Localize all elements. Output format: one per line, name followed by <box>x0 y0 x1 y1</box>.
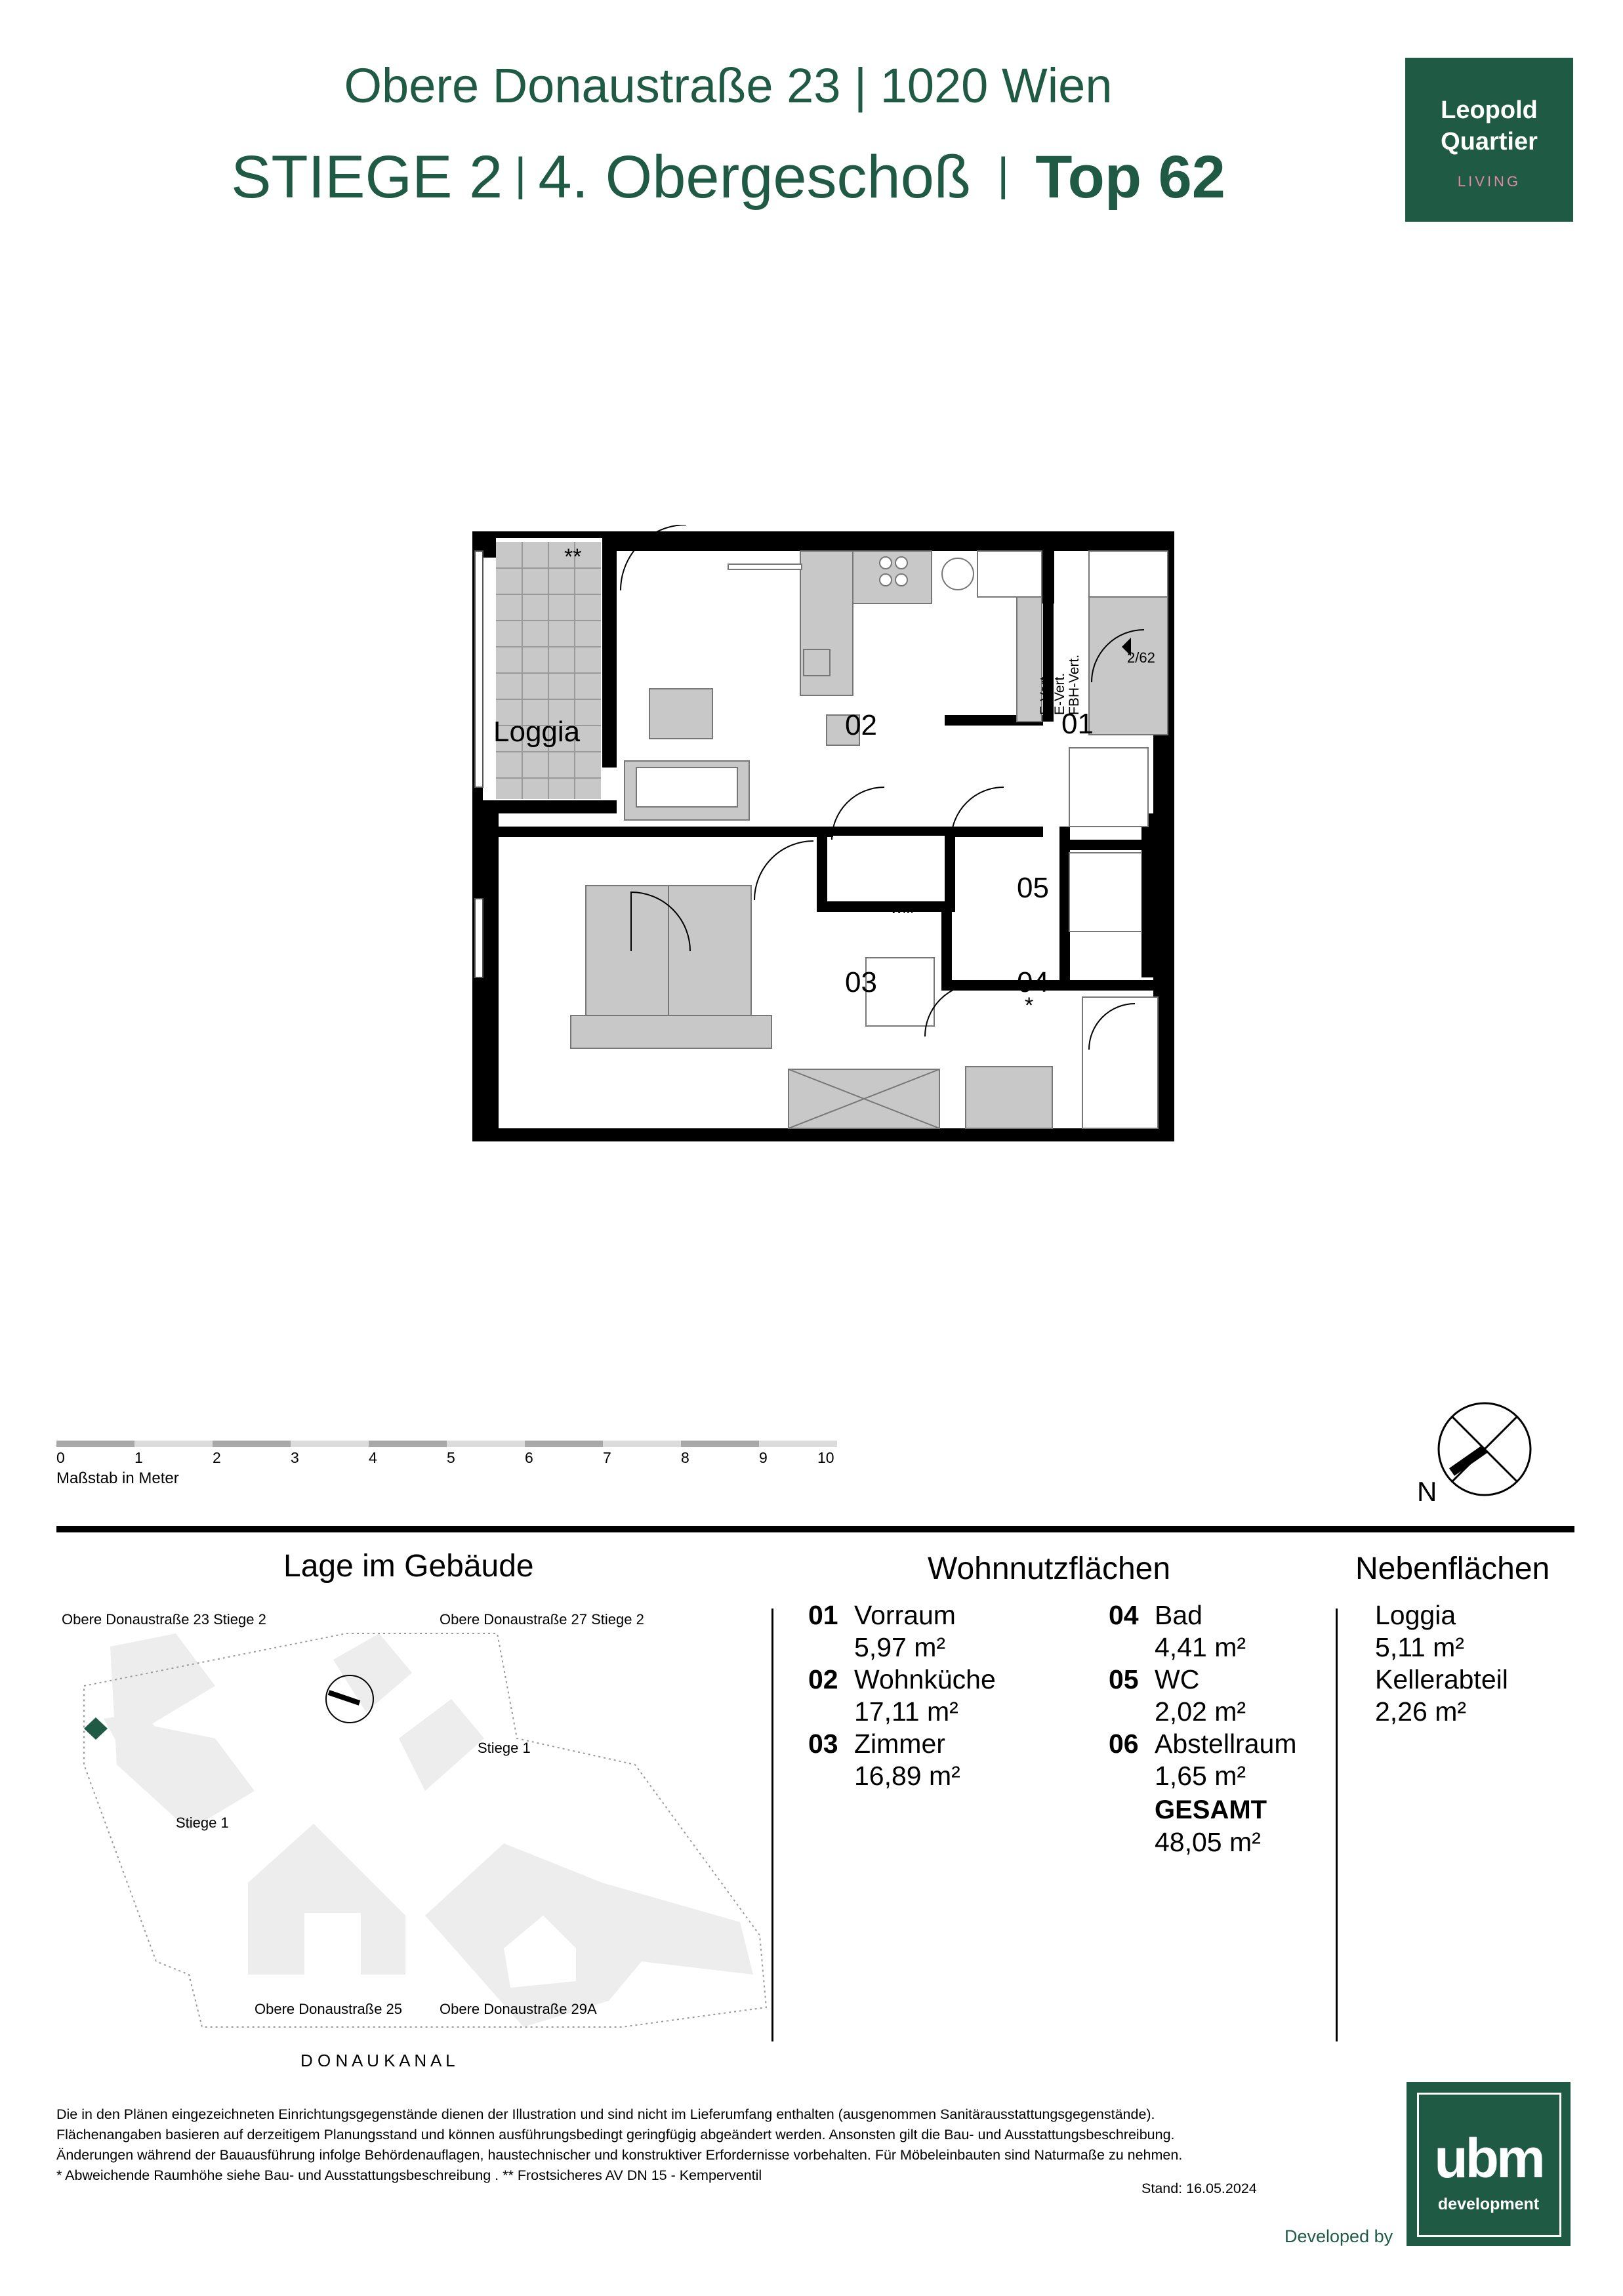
scale-segment <box>447 1441 525 1447</box>
label-od25: Obere Donaustraße 25 <box>255 2001 403 2017</box>
floor-label: 4. Obergeschoß <box>538 144 972 211</box>
scale-segment <box>134 1441 213 1447</box>
label-canal: D O N A U K A N A L <box>300 2051 455 2066</box>
scale-segment <box>369 1441 447 1447</box>
address-title: Obere Donaustraße 23 | 1020 Wien <box>344 58 1113 113</box>
room-entry: 06 Abstellraum 1,65 m² <box>1109 1729 1297 1791</box>
total-area: GESAMT 48,05 m² <box>1155 1795 1267 1857</box>
room-04-label: 04 <box>1017 966 1049 998</box>
room-entry: 05 WC 2,02 m² <box>1109 1664 1246 1727</box>
room-entry: 03 Zimmer 16,89 m² <box>808 1729 960 1791</box>
shaft-label-2: E-Vert. <box>1052 672 1067 715</box>
logo-line2: Quartier <box>1441 128 1538 155</box>
scale-tick-label: 8 <box>681 1449 689 1466</box>
entrance-label: 2/62 <box>1127 649 1155 666</box>
label-stiege1-left: Stiege 1 <box>176 1814 229 1831</box>
label-od23: Obere Donaustraße 23 Stiege 2 <box>62 1611 266 1628</box>
unit-location-marker <box>84 1717 108 1740</box>
room-entry: 01 Vorraum 5,97 m² <box>808 1600 956 1662</box>
side-area-entry: Loggia 5,11 m² <box>1375 1600 1464 1662</box>
separator: | <box>997 148 1010 199</box>
ubm-logo-text: ubm <box>1434 2127 1543 2189</box>
section-divider <box>56 1526 1574 1532</box>
label-od29: Obere Donaustraße 29A <box>440 2001 597 2017</box>
scale-tick-label: 5 <box>447 1449 455 1466</box>
column-divider <box>1336 1609 1338 2041</box>
room-03-label: 03 <box>845 966 877 998</box>
scale-segment <box>213 1441 291 1447</box>
stand-date: Stand: 16.05.2024 <box>1141 2181 1257 2196</box>
loggia-window <box>475 551 483 787</box>
scale-tick-label: 6 <box>525 1449 533 1466</box>
neben-title: Nebenflächen <box>1355 1551 1550 1586</box>
developed-by: Developed by <box>1284 2226 1393 2246</box>
column-divider <box>771 1609 773 2041</box>
loggia-floor <box>496 542 601 799</box>
north-label: N <box>1417 1476 1437 1507</box>
top-number: Top 62 <box>1035 144 1225 211</box>
loggia-note: ** <box>564 544 582 569</box>
logo-line3: LIVING <box>1457 173 1521 190</box>
ubm-logo-sub: development <box>1437 2195 1540 2213</box>
room-02-label: 02 <box>845 709 877 741</box>
location-map <box>58 1607 779 2066</box>
room-entry: 04 Bad 4,41 m² <box>1109 1600 1246 1662</box>
room-01-label: 01 <box>1061 708 1094 740</box>
unit-title <box>0 143 1456 212</box>
logo-line1: Leopold <box>1441 96 1538 124</box>
ubm-logo <box>1407 2082 1571 2246</box>
room-entry: 02 Wohnküche 17,11 m² <box>808 1664 996 1727</box>
wm-label: WM <box>890 902 914 916</box>
room-05-label: 05 <box>1017 872 1049 904</box>
disclaimer: Die in den Plänen eingezeichneten Einrichtungsgegenstände dienen der Illustration und sind nicht im Lieferumfang enthalten (ausgenommen Sanitärausstattungsgegenstände). Flächenangaben basieren auf derzeitigem Planungsstand und können ausführungsbedingt geringfügig abgeändert werden. Ansonsten gilt die Bau- und Ausstattungsbeschreibung. Änderungen während der Bauausführung infolge Behördenauflagen, haustechnischer und konstruktiver Erfordernisse vorbehalten. Für Möbeleinbauten sind Naturmaße zu nehmen. * Abweichende Raumhöhe siehe Bau- und Ausstattungsbeschreibung . ** Frostsicheres AV DN 15 - Kemperventil <box>56 2106 1183 2183</box>
scale-segment <box>291 1441 369 1447</box>
scale-tick-label: 9 <box>759 1449 768 1466</box>
north-arrow-icon <box>1435 1400 1534 1498</box>
separator: | <box>514 148 527 199</box>
scale-segment <box>525 1441 603 1447</box>
scale-tick-label: 7 <box>603 1449 611 1466</box>
scale-tick-label: 3 <box>291 1449 299 1466</box>
label-od27: Obere Donaustraße 27 Stiege 2 <box>440 1611 644 1628</box>
scale-tick-label: 2 <box>213 1449 221 1466</box>
loggia-label: Loggia <box>493 716 581 748</box>
shaft-label-3: FBH-Vert. <box>1067 654 1082 715</box>
scale-segment <box>56 1441 134 1447</box>
scale-segment <box>759 1441 837 1447</box>
scale-caption: Maßstab in Meter <box>56 1469 179 1487</box>
wohnnutz-title: Wohnnutzflächen <box>928 1551 1171 1586</box>
lage-title: Lage im Gebäude <box>283 1549 534 1584</box>
floor-plan <box>459 525 1174 1141</box>
scale-segment <box>603 1441 681 1447</box>
scale-segment <box>681 1441 759 1447</box>
kitchen <box>728 551 1168 735</box>
bath-note: * <box>1025 993 1034 1018</box>
leopold-quartier-logo <box>1405 58 1573 222</box>
bedroom-window <box>475 899 483 977</box>
side-area-entry: Kellerabteil 2,26 m² <box>1375 1664 1508 1727</box>
shaft-label-1: E-Vert. <box>1038 672 1053 715</box>
scale-tick-label: 4 <box>369 1449 377 1466</box>
courtyard <box>304 1913 361 1985</box>
stiege-label: STIEGE 2 <box>231 144 503 211</box>
scale-tick-label: 1 <box>134 1449 143 1466</box>
label-stiege1-right: Stiege 1 <box>478 1740 531 1756</box>
scale-tick-label: 10 <box>817 1449 834 1466</box>
scale-tick-label: 0 <box>56 1449 65 1466</box>
